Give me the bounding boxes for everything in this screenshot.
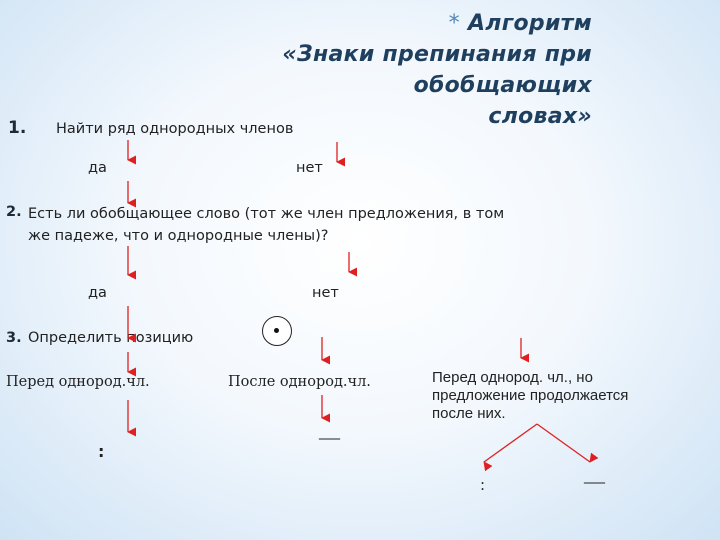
position-before-continue-line-3: после них. — [432, 405, 506, 422]
step-1-number: 1. — [8, 118, 27, 138]
colon-mark-before: : — [98, 442, 105, 461]
dash-mark-branch: ___ — [584, 468, 605, 484]
step-2-no: нет — [312, 285, 339, 301]
title-text-1: Алгоритм — [467, 11, 592, 36]
star-icon: * — [448, 11, 460, 36]
arrow-diagonal-right-icon — [537, 424, 590, 462]
step-1-yes: да — [88, 160, 107, 176]
position-before-continue-line-1: Перед однород. чл., но — [432, 369, 593, 386]
title-line-3: словах» — [488, 104, 592, 129]
step-2-yes: да — [88, 285, 107, 301]
step-1-no: нет — [296, 160, 323, 176]
step-1-text: Найти ряд однородных членов — [56, 121, 294, 137]
title-line-2: «Знаки препинания при обобщающих — [282, 42, 592, 98]
step-3-text: Определить позицию — [28, 330, 194, 346]
step-2-text-line-1: Есть ли обобщающее слово (тот же член предложения, в том — [28, 206, 505, 222]
position-before-continue-line-2: предложение продолжается — [432, 387, 629, 404]
step-2-number: 2. — [6, 204, 22, 220]
arrow-diagonal-left-icon — [484, 424, 537, 462]
step-3-number: 3. — [6, 330, 22, 346]
position-after: После однород.чл. — [228, 374, 371, 390]
position-before: Перед однород.чл. — [6, 374, 150, 390]
step-2-text-line-2: же падеже, что и однородные члены)? — [28, 228, 329, 244]
colon-mark-branch: : — [480, 476, 486, 494]
dash-mark-after: ___ — [319, 424, 340, 440]
